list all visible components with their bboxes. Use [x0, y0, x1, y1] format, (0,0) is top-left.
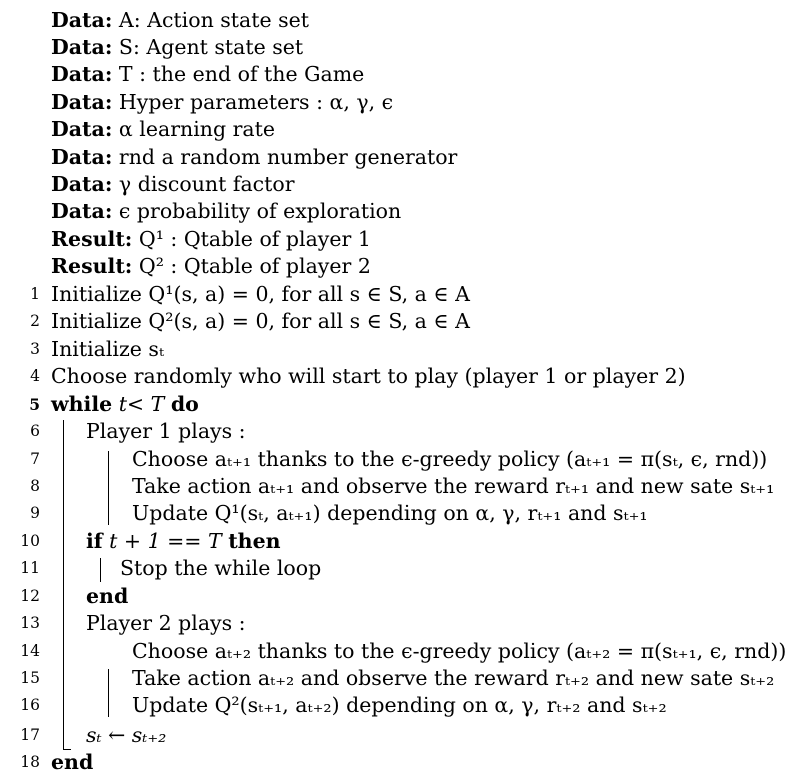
step-line: 9 Update Q¹(sₜ, aₜ₊₁) depending on α, γ, rₜ₊₁ and sₜ₊₁ — [30, 501, 648, 525]
step-line: 15 Take action aₜ₊₂ and observe the reward rₜ₊₂ and new sate sₜ₊₂ — [20, 666, 775, 690]
data-line: Data: A: Action state set — [51, 8, 310, 32]
step-line: 4 Choose randomly who will start to play (player 1 or player 2) — [30, 364, 686, 388]
step-line: 17 sₜ ← sₜ₊₂ — [20, 723, 167, 747]
data-line: Data: S: Agent state set — [51, 35, 304, 59]
data-line: Data: γ discount factor — [51, 172, 295, 196]
data-line: Data: Hyper parameters : α, γ, ϵ — [51, 90, 394, 114]
step-line: 14 Choose aₜ₊₂ thanks to the ϵ-greedy policy (aₜ₊₂ = π(sₜ₊₁, ϵ, rnd)) — [20, 639, 787, 663]
step-line: 7 Choose aₜ₊₁ thanks to the ϵ-greedy policy (aₜ₊₁ = π(sₜ, ϵ, rnd)) — [30, 447, 768, 471]
data-line: Data: T : the end of the Game — [51, 62, 365, 86]
step-line: 8 Take action aₜ₊₁ and observe the reward rₜ₊₁ and new sate sₜ₊₁ — [30, 474, 775, 498]
step-line: 1 Initialize Q¹(s, a) = 0, for all s ∈ S, a ∈ A — [30, 282, 470, 306]
while-block-rule-end — [63, 749, 71, 750]
step-line: 16 Update Q²(sₜ₊₁, aₜ₊₂) depending on α, γ, rₜ₊₂ and sₜ₊₂ — [20, 693, 667, 717]
step-line: 12 end — [20, 584, 129, 608]
while-block-rule — [63, 420, 64, 750]
player2-block-rule — [108, 669, 109, 717]
player1-block-rule — [108, 451, 109, 525]
step-line: 18 end — [20, 750, 94, 774]
step-line: 3 Initialize sₜ — [30, 337, 165, 361]
result-line: Result: Q² : Qtable of player 2 — [51, 254, 371, 278]
step-line: 10 if t + 1 == T then — [20, 529, 281, 553]
if-block-rule — [100, 558, 101, 582]
step-line: 6 Player 1 plays : — [30, 419, 246, 443]
result-line: Result: Q¹ : Qtable of player 1 — [51, 227, 371, 251]
step-line: 11 Stop the while loop — [20, 556, 322, 580]
step-line: 2 Initialize Q²(s, a) = 0, for all s ∈ S, a ∈ A — [30, 309, 470, 333]
step-line: 13 Player 2 plays : — [20, 611, 246, 635]
data-line: Data: α learning rate — [51, 117, 275, 141]
data-line: Data: ϵ probability of exploration — [51, 199, 402, 223]
step-line: 5 while t< T do — [29, 392, 199, 416]
data-line: Data: rnd a random number generator — [51, 145, 458, 169]
